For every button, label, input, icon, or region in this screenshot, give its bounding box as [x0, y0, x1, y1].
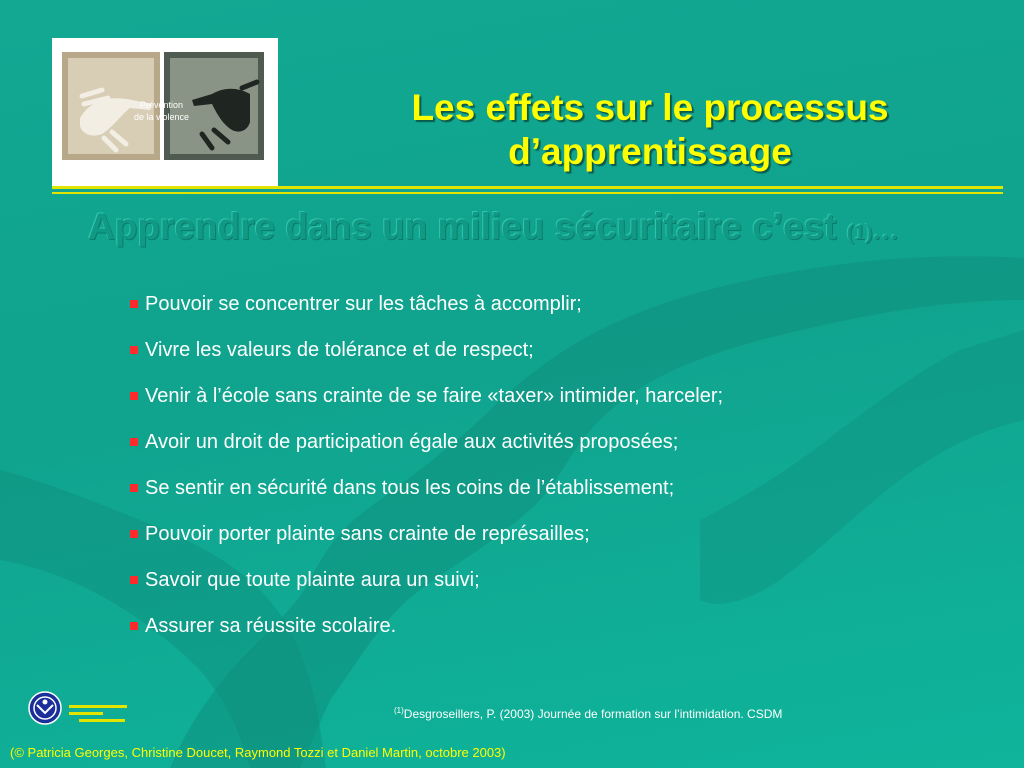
bullet-square-icon [130, 346, 138, 354]
list-item [128, 606, 723, 652]
list-item [128, 376, 723, 422]
title-line1: Les effets sur le processus [411, 87, 889, 128]
bullet-list [128, 284, 723, 652]
list-item [128, 560, 723, 606]
list-item-text: Savoir que toute plainte aura un suivi; [145, 569, 480, 591]
list-item [128, 514, 723, 560]
subtitle-text: Apprendre dans un milieu sécuritaire c’est [88, 206, 847, 247]
list-item [128, 330, 723, 376]
title-divider-bottom [52, 192, 1003, 194]
list-item-text: Vivre les valeurs de tolérance et de respect; [145, 339, 534, 361]
prevention-logo [52, 38, 278, 186]
subtitle-note-marker: (1) [846, 219, 873, 244]
list-item-text: Se sentir en sécurité dans tous les coins de l’établissement; [145, 477, 675, 499]
slide-subtitle [88, 206, 1008, 248]
title-line2: d’apprentissage [508, 131, 792, 172]
footnote [394, 706, 782, 721]
list-item-text: Pouvoir se concentrer sur les tâches à accomplir; [145, 293, 582, 315]
bullet-square-icon [130, 392, 138, 400]
list-item [128, 468, 723, 514]
list-item-text: Assurer sa réussite scolaire. [145, 615, 397, 637]
slide-title [300, 86, 1000, 174]
list-item-text: Venir à l’école sans crainte de se faire «taxer» intimider, harceler; [145, 385, 724, 407]
school-board-emblem-icon [28, 691, 62, 725]
list-item [128, 284, 723, 330]
list-item-text: Avoir un droit de participation égale aux activités proposées; [145, 431, 679, 453]
bullet-square-icon [130, 484, 138, 492]
bullet-square-icon [130, 438, 138, 446]
logo-line1: Prévention [140, 100, 184, 110]
copyright-credit: (© Patricia Georges, Christine Doucet, Raymond Tozzi et Daniel Martin, octobre 2003) [10, 745, 506, 760]
bullet-square-icon [130, 530, 138, 538]
logo-line2: de la violence [134, 112, 190, 122]
emblem-caption-graphic [69, 704, 139, 731]
list-item [128, 422, 723, 468]
footnote-marker: (1) [394, 706, 404, 715]
bullet-square-icon [130, 622, 138, 630]
footnote-text: Desgroseillers, P. (2003) Journée de formation sur l’intimidation. CSDM [403, 707, 783, 721]
title-divider-top [52, 186, 1003, 189]
bullet-square-icon [130, 576, 138, 584]
subtitle-ellipsis: … [872, 216, 899, 245]
list-item-text: Pouvoir porter plainte sans crainte de représailles; [145, 523, 590, 545]
bullet-square-icon [130, 300, 138, 308]
